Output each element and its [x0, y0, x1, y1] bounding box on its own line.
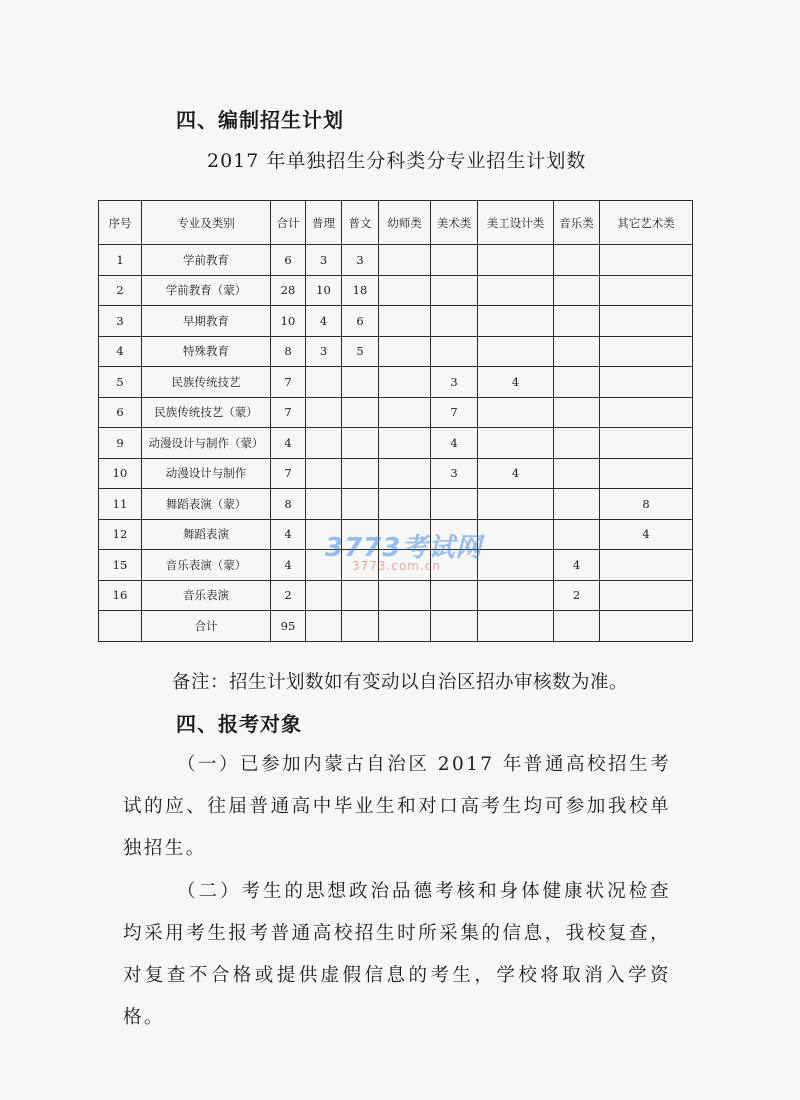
- col-header: 合计: [271, 201, 306, 245]
- table-cell: [600, 336, 693, 367]
- table-cell: [99, 611, 142, 642]
- table-cell: [431, 336, 478, 367]
- table-row: [99, 245, 693, 276]
- table-cell: [600, 367, 693, 398]
- table-row: [99, 580, 693, 611]
- table-cell: 6: [342, 306, 379, 337]
- table-row: [99, 428, 693, 459]
- table-cell: 28: [271, 275, 306, 306]
- table-cell: [431, 275, 478, 306]
- table-cell: [379, 245, 431, 276]
- col-header: 序号: [99, 201, 142, 245]
- table-cell: 1: [99, 245, 142, 276]
- table-cell: 4: [478, 458, 554, 489]
- table-cell: 2: [554, 580, 600, 611]
- table-cell: [306, 397, 342, 428]
- table-row: [99, 306, 693, 337]
- table-cell: 7: [271, 397, 306, 428]
- table-cell: 12: [99, 519, 142, 550]
- table-cell: [431, 611, 478, 642]
- table-cell: [306, 428, 342, 459]
- table-row: [99, 611, 693, 642]
- table-cell: 11: [99, 489, 142, 520]
- table-cell: [478, 611, 554, 642]
- table-cell: 舞蹈表演（蒙）: [142, 489, 271, 520]
- table-cell: 动漫设计与制作（蒙）: [142, 428, 271, 459]
- table-cell: [379, 397, 431, 428]
- table-row: [99, 275, 693, 306]
- table-cell: [554, 611, 600, 642]
- table-title: 2017 年单独招生分科类分专业招生计划数: [207, 150, 587, 172]
- table-cell: [379, 611, 431, 642]
- table-cell: [478, 306, 554, 337]
- table-cell: [478, 580, 554, 611]
- table-cell: 民族传统技艺: [142, 367, 271, 398]
- table-cell: 4: [271, 519, 306, 550]
- table-cell: [306, 458, 342, 489]
- table-cell: 6: [99, 397, 142, 428]
- watermark-url: 3773.com.cn: [352, 559, 441, 573]
- table-cell: 动漫设计与制作: [142, 458, 271, 489]
- table-cell: 5: [342, 336, 379, 367]
- table-cell: 音乐表演（蒙）: [142, 550, 271, 581]
- table-cell: 4: [99, 336, 142, 367]
- table-cell: [306, 580, 342, 611]
- table-cell: 7: [271, 367, 306, 398]
- table-cell: [342, 367, 379, 398]
- table-cell: 3: [431, 367, 478, 398]
- table-cell: [379, 275, 431, 306]
- table-cell: [478, 245, 554, 276]
- table-cell: 8: [600, 489, 693, 520]
- table-cell: [431, 306, 478, 337]
- table-cell: 9: [99, 428, 142, 459]
- table-cell: [379, 428, 431, 459]
- table-cell: [600, 397, 693, 428]
- table-cell: 10: [271, 306, 306, 337]
- table-cell: 7: [431, 397, 478, 428]
- table-cell: 3: [342, 245, 379, 276]
- table-cell: 特殊教育: [142, 336, 271, 367]
- col-header: 其它艺术类: [600, 201, 693, 245]
- table-cell: 音乐表演: [142, 580, 271, 611]
- table-body: [99, 245, 693, 642]
- table-cell: 16: [99, 580, 142, 611]
- table-cell: [600, 245, 693, 276]
- table-cell: [478, 428, 554, 459]
- table-cell: [600, 275, 693, 306]
- table-row: [99, 489, 693, 520]
- table-row: [99, 336, 693, 367]
- table-cell: 4: [478, 367, 554, 398]
- col-header: 普文: [342, 201, 379, 245]
- table-cell: 4: [554, 550, 600, 581]
- table-cell: [379, 336, 431, 367]
- col-header: 美工设计类: [478, 201, 554, 245]
- table-cell: 4: [271, 550, 306, 581]
- table-cell: 4: [600, 519, 693, 550]
- table-cell: [554, 428, 600, 459]
- table-cell: 7: [271, 458, 306, 489]
- enrollment-plan-table: [98, 200, 693, 642]
- table-cell: [431, 245, 478, 276]
- paragraph-1: （一）已参加内蒙古自治区 2017 年普通高校招生考试的应、往届普通高中毕业生和对口高考生均可参加我校单独招生。: [123, 754, 671, 859]
- table-header-row: [99, 201, 693, 245]
- table-cell: [554, 336, 600, 367]
- table-cell: 3: [306, 336, 342, 367]
- col-header: 专业及类别: [142, 201, 271, 245]
- paragraph-2: （二）考生的思想政治品德考核和身体健康状况检查均采用考生报考普通高校招生时所采集的信息，我校复查，对复查不合格或提供虚假信息的考生，学校将取消入学资格。: [123, 881, 671, 1028]
- table-cell: [306, 611, 342, 642]
- table-cell: 3: [306, 245, 342, 276]
- table-cell: 合计: [142, 611, 271, 642]
- col-header: 音乐类: [554, 201, 600, 245]
- table-cell: [554, 367, 600, 398]
- table-cell: 2: [271, 580, 306, 611]
- table-cell: [554, 458, 600, 489]
- table-cell: 早期教育: [142, 306, 271, 337]
- table-cell: [554, 245, 600, 276]
- table-cell: [600, 550, 693, 581]
- table-cell: [379, 458, 431, 489]
- table-cell: [431, 489, 478, 520]
- table-cell: [600, 458, 693, 489]
- table-cell: [600, 580, 693, 611]
- table-cell: 学前教育: [142, 245, 271, 276]
- table-cell: 95: [271, 611, 306, 642]
- table-cell: [478, 336, 554, 367]
- section-heading-2: 四、报考对象: [176, 712, 302, 736]
- table-cell: [478, 519, 554, 550]
- table-cell: 10: [99, 458, 142, 489]
- table-cell: [379, 306, 431, 337]
- table-cell: 6: [271, 245, 306, 276]
- table-cell: 3: [431, 458, 478, 489]
- table-cell: [600, 611, 693, 642]
- table-cell: [600, 428, 693, 459]
- table-cell: [379, 489, 431, 520]
- table-cell: [554, 489, 600, 520]
- table-cell: 5: [99, 367, 142, 398]
- table-cell: [379, 367, 431, 398]
- table-cell: [554, 519, 600, 550]
- table-cell: [342, 458, 379, 489]
- table-cell: [306, 489, 342, 520]
- table-cell: 舞蹈表演: [142, 519, 271, 550]
- table-cell: [600, 306, 693, 337]
- table-cell: 学前教育（蒙）: [142, 275, 271, 306]
- table-cell: [342, 611, 379, 642]
- table-cell: [342, 580, 379, 611]
- table-cell: [478, 550, 554, 581]
- table-cell: [554, 306, 600, 337]
- table-cell: [554, 397, 600, 428]
- table-cell: 4: [306, 306, 342, 337]
- table-cell: [478, 397, 554, 428]
- col-header: 普理: [306, 201, 342, 245]
- table-cell: 8: [271, 336, 306, 367]
- table-cell: 8: [271, 489, 306, 520]
- table-cell: 10: [306, 275, 342, 306]
- section-heading: 四、编制招生计划: [176, 108, 344, 132]
- table-row: [99, 397, 693, 428]
- table-cell: [379, 580, 431, 611]
- table-cell: [342, 428, 379, 459]
- col-header: 美术类: [431, 201, 478, 245]
- table-cell: [478, 489, 554, 520]
- table-cell: 4: [271, 428, 306, 459]
- table-cell: 3: [99, 306, 142, 337]
- table-cell: 18: [342, 275, 379, 306]
- table-cell: [342, 397, 379, 428]
- table-cell: [478, 275, 554, 306]
- table-cell: 15: [99, 550, 142, 581]
- table-row: [99, 367, 693, 398]
- table-cell: 2: [99, 275, 142, 306]
- table-cell: 4: [431, 428, 478, 459]
- table-cell: [306, 367, 342, 398]
- table-row: [99, 458, 693, 489]
- table-cell: [431, 580, 478, 611]
- table-cell: [342, 489, 379, 520]
- table-note: 备注：招生计划数如有变动以自治区招办审核数为准。: [172, 672, 629, 693]
- watermark-logo: 3773考试网: [325, 533, 483, 563]
- table-cell: [554, 275, 600, 306]
- col-header: 幼师类: [379, 201, 431, 245]
- table-cell: 民族传统技艺（蒙）: [142, 397, 271, 428]
